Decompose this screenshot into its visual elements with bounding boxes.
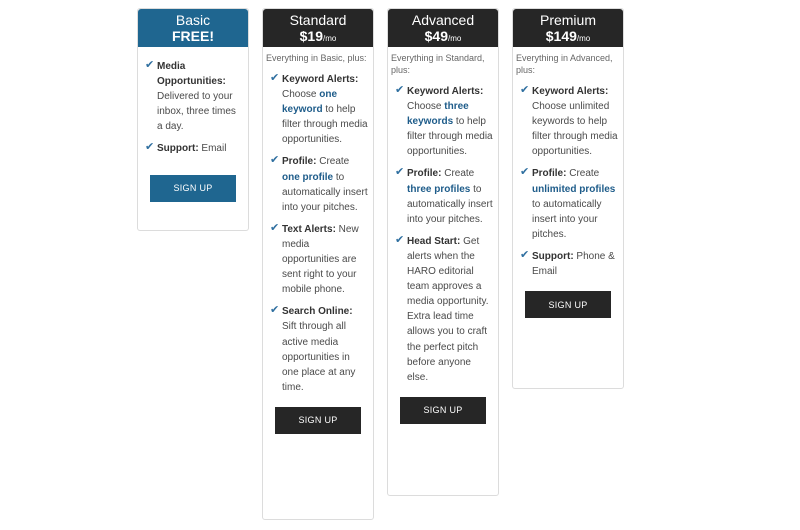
plan-name: Premium xyxy=(539,12,596,28)
plan-price: $49/mo xyxy=(424,28,462,44)
sign-up-button-premium[interactable]: SIGN UP xyxy=(525,291,611,318)
feature-list xyxy=(138,47,248,157)
plan-header xyxy=(138,9,248,47)
check-icon: ✔ xyxy=(270,304,280,317)
feature-item: ✔ Search Online: Sift through all active media opportunities in one place at any time. xyxy=(270,304,356,393)
check-icon: ✔ xyxy=(270,221,280,234)
plan-price: FREE! xyxy=(172,28,214,44)
check-icon: ✔ xyxy=(270,72,280,84)
feature-item: ✔ Media Opportunities: Delivered to your inbox, three times a day. xyxy=(145,59,236,133)
feature-item: ✔ Keyword Alerts: Choose one keyword to help filter through media opportunities. xyxy=(270,72,368,146)
feature-item: ✔ Text Alerts: New media opportunities are sent right to your mobile phone. xyxy=(270,221,359,296)
plan-intro: Everything in Advanced, plus: xyxy=(516,53,613,75)
check-icon: ✔ xyxy=(395,84,405,96)
feature-item: ✔ Keyword Alerts: Choose unlimited keywords to help filter through media opportunities. xyxy=(520,84,618,158)
plan-header xyxy=(513,9,623,47)
plan-name: Basic xyxy=(175,12,211,28)
check-icon: ✔ xyxy=(395,233,405,246)
sign-up-button-standard[interactable]: SIGN UP xyxy=(275,407,361,434)
check-icon: ✔ xyxy=(520,248,530,261)
plan-price: $149/mo xyxy=(545,28,591,44)
check-icon: ✔ xyxy=(520,84,530,96)
plan-header xyxy=(263,9,373,47)
check-icon: ✔ xyxy=(395,166,405,179)
plan-card-premium xyxy=(512,8,624,389)
feature-item: ✔ Support: Phone & Email xyxy=(520,248,615,278)
plan-price: $19/mo xyxy=(299,28,337,44)
feature-item: ✔ Keyword Alerts: Choose three keywords to help filter through media opportunities. xyxy=(395,84,493,158)
check-icon: ✔ xyxy=(270,154,280,167)
plan-name: Standard xyxy=(289,12,347,28)
plan-intro: Everything in Standard, plus: xyxy=(391,53,485,75)
plan-name: Advanced xyxy=(411,12,475,28)
sign-up-button-advanced[interactable]: SIGN UP xyxy=(400,397,486,424)
check-icon: ✔ xyxy=(145,59,155,71)
feature-item: ✔ Profile: Create three profiles to automatically insert into your pitches. xyxy=(395,166,493,225)
sign-up-button-basic[interactable]: SIGN UP xyxy=(150,175,236,202)
feature-list xyxy=(513,80,623,279)
plan-card-advanced xyxy=(387,8,499,496)
check-icon: ✔ xyxy=(520,166,530,179)
feature-item: ✔ Head Start: Get alerts when the HARO editorial team approves a media opportunity. Extra lead time allows you to craft the perfect pitch before anyone else. xyxy=(395,233,489,383)
feature-item: ✔ Profile: Create unlimited profiles to automatically insert into your pitches. xyxy=(520,166,616,240)
plan-card-basic xyxy=(137,8,249,231)
plan-intro: Everything in Basic, plus: xyxy=(266,53,367,63)
feature-item: ✔ Support: Email xyxy=(145,141,227,155)
feature-list xyxy=(388,80,498,385)
check-icon: ✔ xyxy=(145,141,155,154)
feature-item: ✔ Profile: Create one profile to automatically insert into your pitches. xyxy=(270,154,368,213)
plan-card-standard xyxy=(262,8,374,520)
plan-header xyxy=(388,9,498,47)
feature-list xyxy=(263,68,373,395)
